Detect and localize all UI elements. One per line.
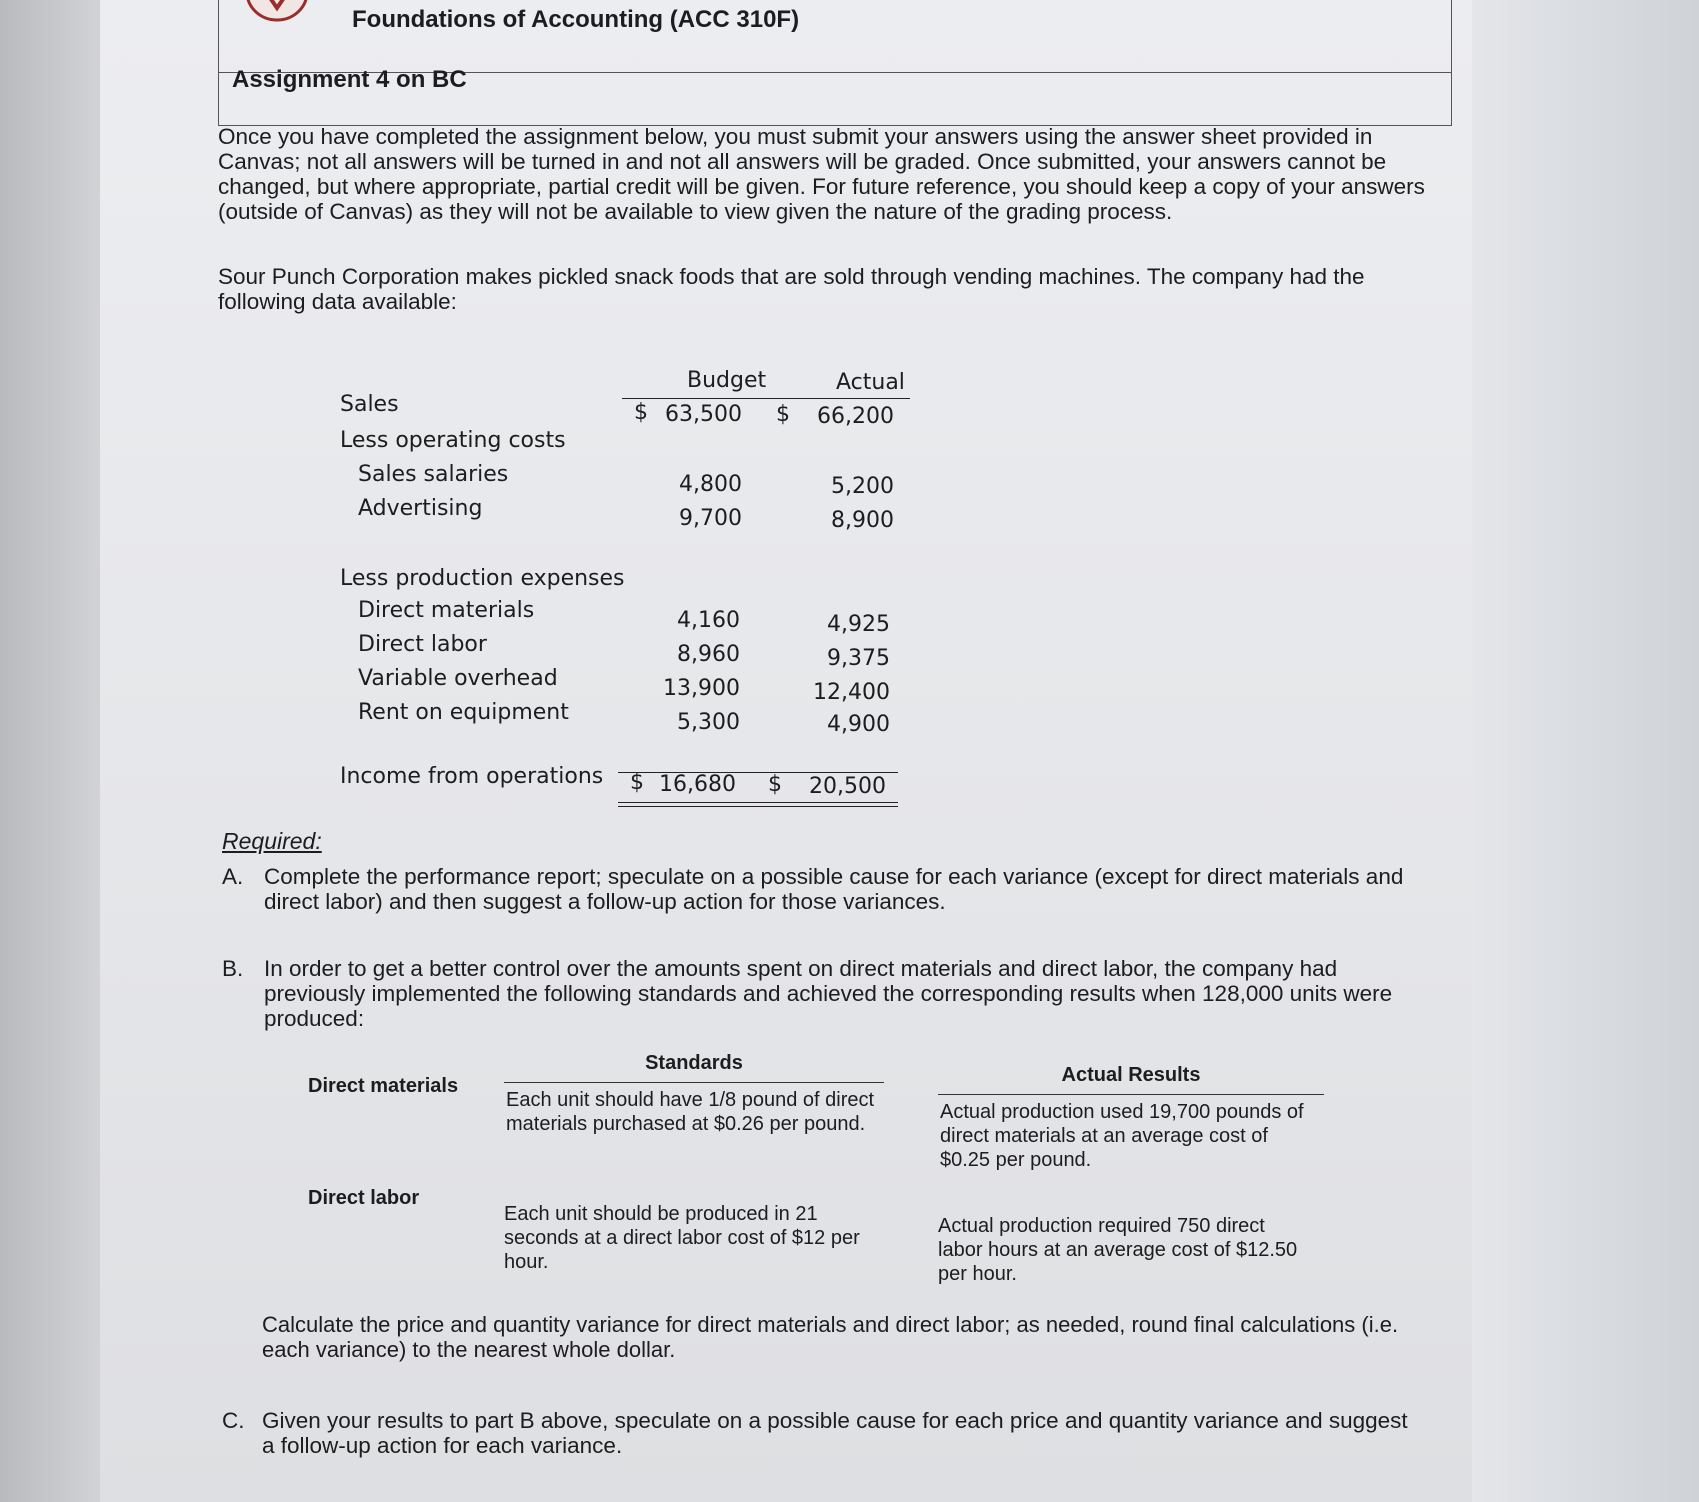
- dm-label: Direct materials: [308, 1075, 459, 1097]
- header-underline: [622, 398, 910, 399]
- row-label-direct-labor: Direct labor: [358, 632, 487, 657]
- dl-standard-text: Each unit should be produced in 21 seconds at a direct labor cost of $12 per hour.: [504, 1203, 860, 1273]
- budget-value-income: 16,680: [659, 772, 736, 797]
- actual-value-sales: 66,200: [817, 404, 894, 429]
- budget-value-variable-overhead: 13,900: [663, 676, 740, 701]
- intro-paragraph: Once you have completed the assignment below, you must submit your answers using the answer sheet provided in Canvas; not all answers will be turned in and not all answers will be graded. Once submitted, your answers cannot be changed, but where appropriate, partial credit will be given. For future reference, you should keep a copy of your answers (outside of Canvas) as they will not be available to view given the nature of the grading process.: [218, 124, 1425, 224]
- item-b-letter: B.: [222, 956, 244, 981]
- budget-value-sales-salaries: 4,800: [679, 472, 742, 497]
- actual-value-direct-labor: 9,375: [827, 646, 890, 671]
- actual-value-advertising: 8,900: [831, 508, 894, 533]
- row-label-sales: Sales: [340, 392, 399, 417]
- course-title: Foundations of Accounting (ACC 310F): [352, 6, 800, 33]
- university-seal-icon: [244, 0, 310, 30]
- item-b-text: In order to get a better control over the amounts spent on direct materials and direct labor, the company had previously implemented the following standards and achieved the corresponding results when 128,000 units were produced:: [264, 956, 1393, 1031]
- budget-value-sales: 63,500: [665, 402, 742, 427]
- budget-value-direct-labor: 8,960: [677, 642, 740, 667]
- budget-header: Budget: [687, 368, 767, 393]
- budget-value-advertising: 9,700: [679, 506, 742, 531]
- actual-value-variable-overhead: 12,400: [813, 680, 890, 705]
- currency-sign: $: [630, 770, 644, 795]
- currency-sign: $: [768, 772, 782, 797]
- budget-actual-table: [340, 362, 920, 822]
- budget-value-rent-on-equipment: 5,300: [677, 710, 740, 735]
- budget-value-direct-materials: 4,160: [677, 608, 740, 633]
- currency-sign: $: [634, 400, 648, 425]
- double-underline-2: [618, 806, 898, 807]
- item-a-letter: A.: [222, 864, 244, 889]
- double-underline-1: [618, 802, 898, 803]
- screen-bezel-left: [0, 0, 100, 1502]
- screen-glare-right: [1469, 0, 1699, 1502]
- dm-standard-text: Each unit should have 1/8 pound of direct materials purchased at $0.26 per pound.: [506, 1089, 875, 1135]
- actual-value-income: 20,500: [809, 774, 886, 799]
- dl-label: Direct labor: [308, 1187, 420, 1209]
- dm-actual-text: Actual production used 19,700 pounds of direct materials at an average cost of $0.25 per pound.: [940, 1101, 1304, 1171]
- actual-results-header: Actual Results: [1061, 1064, 1201, 1086]
- row-label-rent-on-equipment: Rent on equipment: [358, 700, 569, 725]
- actual-value-sales-salaries: 5,200: [831, 474, 894, 499]
- actual-value-direct-materials: 4,925: [827, 612, 890, 637]
- standards-header-rule: [504, 1082, 884, 1083]
- row-label-operating-costs: Less operating costs: [340, 428, 566, 453]
- company-paragraph: Sour Punch Corporation makes pickled snack foods that are sold through vending machines. The company had the following data available:: [218, 264, 1365, 314]
- row-label-advertising: Advertising: [358, 496, 483, 521]
- row-label-sales-salaries: Sales salaries: [358, 462, 509, 487]
- row-label-direct-materials: Direct materials: [358, 598, 535, 623]
- actual-header: Actual: [836, 370, 905, 395]
- row-label-production-expenses: Less production expenses: [340, 566, 625, 591]
- required-heading: Required:: [222, 828, 322, 854]
- currency-sign: $: [776, 402, 790, 427]
- dl-actual-text: Actual production required 750 direct labor hours at an average cost of $12.50 per hour.: [938, 1215, 1298, 1285]
- row-label-variable-overhead: Variable overhead: [358, 666, 558, 691]
- item-a-text: Complete the performance report; speculate on a possible cause for each variance (except for direct materials and direct labor) and then suggest a follow-up action for those variances.: [264, 864, 1404, 914]
- row-label-income-from-operations: Income from operations: [340, 764, 604, 789]
- assignment-title: Assignment 4 on BC: [232, 66, 467, 93]
- item-c-letter: C.: [222, 1408, 245, 1433]
- actual-results-header-rule: [938, 1094, 1324, 1095]
- standards-header: Standards: [645, 1052, 743, 1074]
- item-c-text: Given your results to part B above, speculate on a possible cause for each price and quantity variance and suggest a follow-up action for each variance.: [262, 1408, 1408, 1458]
- calculate-instruction: Calculate the price and quantity variance for direct materials and direct labor; as needed, round final calculations (i.e. each variance) to the nearest whole dollar.: [262, 1312, 1399, 1362]
- actual-value-rent-on-equipment: 4,900: [827, 712, 890, 737]
